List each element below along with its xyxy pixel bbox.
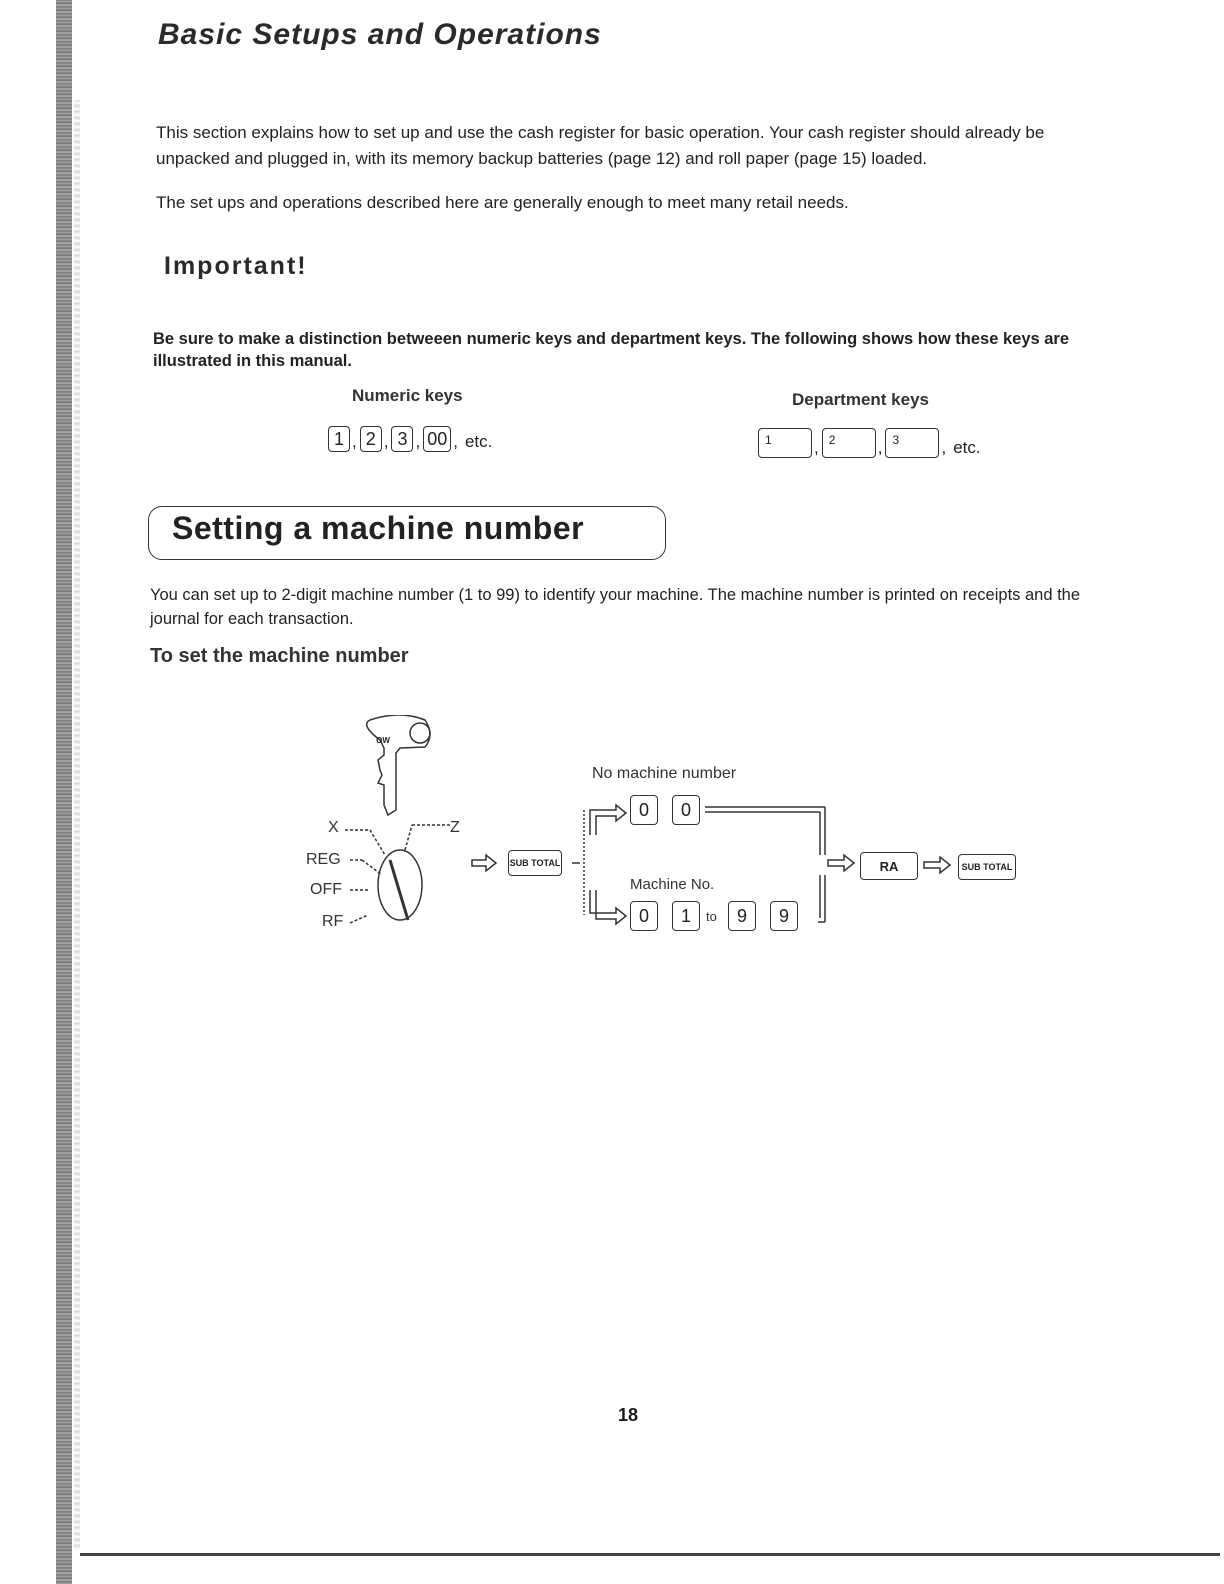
numeric-key: 1: [328, 426, 350, 452]
intro-paragraph-1: This section explains how to set up and use the cash register for basic operation. Your cash register should already be unpacked and plugged in, with its memory backup batteries (page 12) and roll paper (page 15) loaded.: [156, 123, 1045, 168]
department-keys-example: 1 , 2 , 3 , etc.: [758, 428, 981, 458]
numeric-key: 0: [672, 795, 700, 825]
section-paragraph: You can set up to 2-digit machine number (1 to 99) to identify your machine. The machine number is printed on receipts and the journal for each transaction.: [150, 586, 1081, 628]
subtotal-key: SUB TOTAL: [508, 850, 562, 876]
machine-no-label: Machine No.: [630, 876, 715, 893]
mode-label-reg: REG: [306, 851, 341, 868]
machine-number-diagram: [300, 715, 1060, 955]
intro-paragraph-2: The set ups and operations described here are generally enough to meet many retail needs.: [156, 193, 849, 212]
subtotal-key: SUB TOTAL: [958, 854, 1016, 880]
numeric-keys-example: 1 , 2 , 3 , 00 , etc.: [328, 426, 492, 452]
numeric-key: 2: [360, 426, 382, 452]
binding-shadow: [74, 100, 80, 1550]
section-subheading: To set the machine number: [150, 645, 409, 667]
department-key: 3: [885, 428, 939, 458]
important-text: Be sure to make a distinction betweeen numeric keys and department keys. The following shows how these keys are illustrated in this manual.: [153, 330, 1070, 370]
key-label: OW: [376, 735, 390, 745]
to-label: to: [706, 909, 717, 924]
ra-key: RA: [860, 852, 918, 880]
binding-edge: [56, 0, 72, 1584]
etc-text: etc.: [953, 438, 981, 457]
department-key: 2: [822, 428, 876, 458]
department-key: 1: [758, 428, 812, 458]
numeric-key: 0: [630, 901, 658, 931]
numeric-key: 3: [391, 426, 413, 452]
bottom-rule: [80, 1553, 1220, 1556]
important-heading: Important!: [164, 252, 308, 280]
mode-label-rf: RF: [322, 913, 344, 930]
page-title: Basic Setups and Operations: [158, 18, 602, 51]
numeric-key: 00: [423, 426, 451, 452]
mode-label-x: X: [328, 819, 339, 836]
etc-text: etc.: [464, 432, 493, 451]
numeric-key: 9: [770, 901, 798, 931]
department-keys-label: Department keys: [792, 390, 930, 409]
numeric-key: 1: [672, 901, 700, 931]
numeric-key: 9: [728, 901, 756, 931]
page-number: 18: [617, 1405, 639, 1425]
numeric-key: 0: [630, 795, 658, 825]
no-machine-number-label: No machine number: [592, 765, 737, 782]
mode-label-off: OFF: [310, 881, 342, 898]
section-title: Setting a machine number: [172, 510, 585, 546]
mode-label-z: Z: [450, 819, 460, 836]
numeric-keys-label: Numeric keys: [352, 386, 463, 405]
